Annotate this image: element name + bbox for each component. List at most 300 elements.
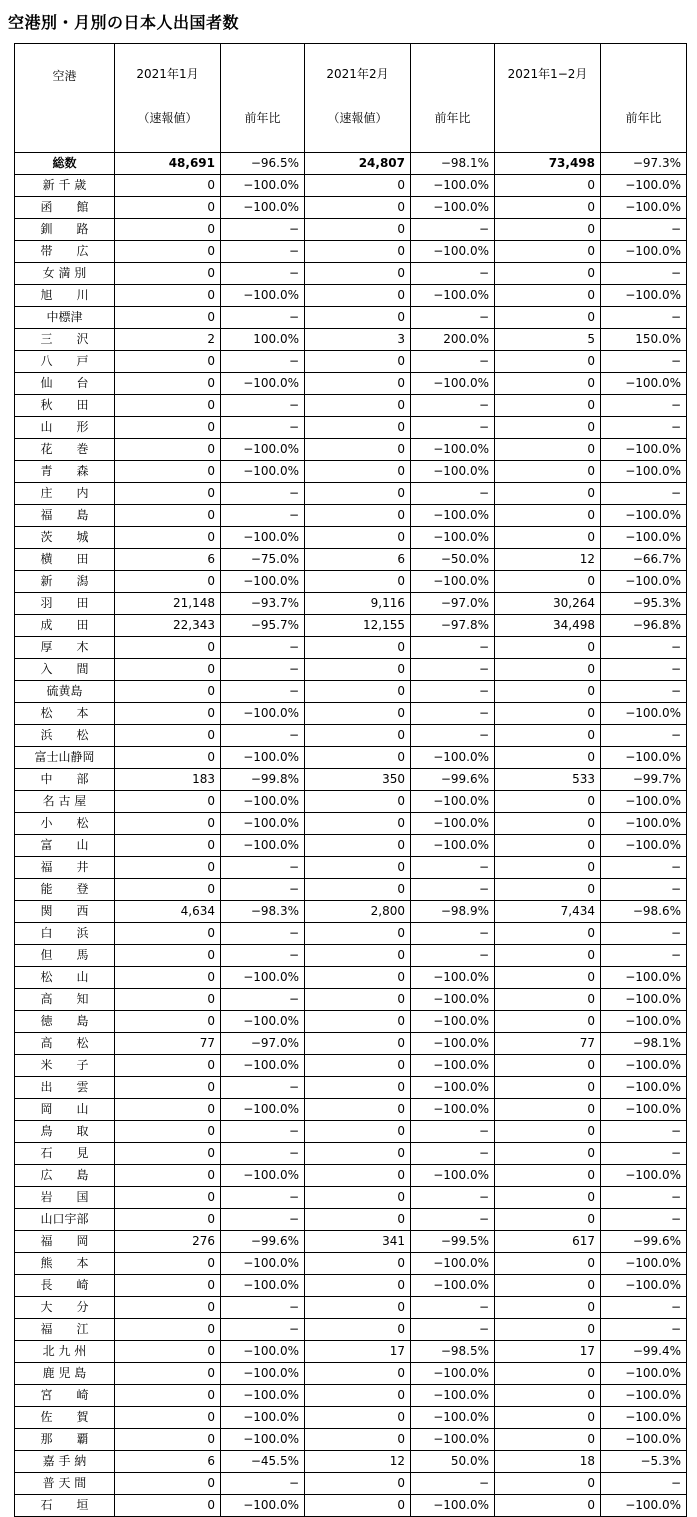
feb-yoy: − <box>411 1121 495 1143</box>
jan-count: 0 <box>115 835 221 857</box>
feb-count: 0 <box>305 1363 411 1385</box>
feb-yoy: − <box>411 307 495 329</box>
jan-yoy: −100.0% <box>221 835 305 857</box>
airport-departures-table <box>14 43 687 1517</box>
feb-count: 0 <box>305 241 411 263</box>
jan-count: 0 <box>115 1187 221 1209</box>
airport-name: 徳 島 <box>15 1011 115 1033</box>
feb-count: 0 <box>305 1407 411 1429</box>
janfeb-count: 0 <box>495 241 601 263</box>
janfeb-yoy: −100.0% <box>601 285 687 307</box>
feb-count: 0 <box>305 417 411 439</box>
airport-name: 出 雲 <box>15 1077 115 1099</box>
janfeb-count: 0 <box>495 263 601 285</box>
feb-yoy: −100.0% <box>411 1077 495 1099</box>
jan-yoy: − <box>221 395 305 417</box>
feb-count: 0 <box>305 857 411 879</box>
table-row <box>15 835 687 857</box>
feb-count: 0 <box>305 791 411 813</box>
janfeb-yoy: −100.0% <box>601 373 687 395</box>
jan-count: 0 <box>115 923 221 945</box>
jan-count: 0 <box>115 857 221 879</box>
janfeb-count: 0 <box>495 219 601 241</box>
feb-count: 0 <box>305 1319 411 1341</box>
janfeb-yoy: −5.3% <box>601 1451 687 1473</box>
janfeb-yoy: −100.0% <box>601 1407 687 1429</box>
janfeb-count: 0 <box>495 1209 601 1231</box>
airport-name: 花 巻 <box>15 439 115 461</box>
janfeb-yoy: − <box>601 637 687 659</box>
table-row <box>15 549 687 571</box>
jan-count: 6 <box>115 549 221 571</box>
table-row <box>15 1297 687 1319</box>
feb-yoy: − <box>411 681 495 703</box>
feb-count: 0 <box>305 1275 411 1297</box>
feb-count: 0 <box>305 637 411 659</box>
janfeb-count: 0 <box>495 791 601 813</box>
janfeb-count: 0 <box>495 395 601 417</box>
airport-name: 新 潟 <box>15 571 115 593</box>
feb-count: 0 <box>305 1011 411 1033</box>
janfeb-count: 0 <box>495 307 601 329</box>
jan-yoy: − <box>221 681 305 703</box>
janfeb-count: 0 <box>495 1187 601 1209</box>
janfeb-count: 0 <box>495 571 601 593</box>
janfeb-count: 0 <box>495 175 601 197</box>
jan-yoy: −100.0% <box>221 527 305 549</box>
airport-name: 普 天 間 <box>15 1473 115 1495</box>
feb-count: 0 <box>305 571 411 593</box>
feb-count: 0 <box>305 1055 411 1077</box>
jan-count: 0 <box>115 285 221 307</box>
table-row <box>15 901 687 923</box>
feb-count: 0 <box>305 285 411 307</box>
table-row <box>15 637 687 659</box>
airport-name: 釧 路 <box>15 219 115 241</box>
janfeb-count: 0 <box>495 923 601 945</box>
feb-count: 0 <box>305 1187 411 1209</box>
jan-yoy: − <box>221 307 305 329</box>
jan-count: 0 <box>115 351 221 373</box>
janfeb-yoy: −100.0% <box>601 505 687 527</box>
jan-yoy: −93.7% <box>221 593 305 615</box>
airport-name: 石 垣 <box>15 1495 115 1517</box>
feb-count: 12,155 <box>305 615 411 637</box>
jan-count: 0 <box>115 527 221 549</box>
jan-count: 21,148 <box>115 593 221 615</box>
feb-yoy: −100.0% <box>411 373 495 395</box>
jan-count: 77 <box>115 1033 221 1055</box>
feb-yoy: − <box>411 945 495 967</box>
janfeb-count: 0 <box>495 1253 601 1275</box>
feb-yoy: −100.0% <box>411 241 495 263</box>
table-row <box>15 417 687 439</box>
table-row <box>15 571 687 593</box>
jan-count: 48,691 <box>115 153 221 175</box>
janfeb-count: 0 <box>495 967 601 989</box>
feb-count: 0 <box>305 1099 411 1121</box>
janfeb-count: 0 <box>495 725 601 747</box>
table-row <box>15 483 687 505</box>
airport-name: 福 井 <box>15 857 115 879</box>
jan-count: 0 <box>115 879 221 901</box>
janfeb-count: 617 <box>495 1231 601 1253</box>
feb-yoy: −100.0% <box>411 989 495 1011</box>
feb-yoy: −100.0% <box>411 1495 495 1517</box>
feb-count: 341 <box>305 1231 411 1253</box>
jan-yoy: − <box>221 637 305 659</box>
table-row <box>15 1209 687 1231</box>
table-row <box>15 197 687 219</box>
janfeb-yoy: −99.7% <box>601 769 687 791</box>
feb-count: 24,807 <box>305 153 411 175</box>
janfeb-yoy: −100.0% <box>601 1055 687 1077</box>
jan-yoy: −100.0% <box>221 1429 305 1451</box>
jan-yoy: −100.0% <box>221 1165 305 1187</box>
table-row <box>15 1429 687 1451</box>
janfeb-count: 0 <box>495 857 601 879</box>
janfeb-count: 0 <box>495 483 601 505</box>
jan-yoy: − <box>221 923 305 945</box>
jan-count: 2 <box>115 329 221 351</box>
airport-name: 厚 木 <box>15 637 115 659</box>
janfeb-count: 0 <box>495 1429 601 1451</box>
airport-name: 山口宇部 <box>15 1209 115 1231</box>
airport-name: 那 覇 <box>15 1429 115 1451</box>
jan-yoy: − <box>221 879 305 901</box>
feb-count: 0 <box>305 1429 411 1451</box>
airport-name: 総数 <box>15 153 115 175</box>
janfeb-yoy: −100.0% <box>601 197 687 219</box>
janfeb-yoy: − <box>601 1121 687 1143</box>
airport-name: 名 古 屋 <box>15 791 115 813</box>
table-row <box>15 527 687 549</box>
jan-count: 0 <box>115 417 221 439</box>
jan-yoy: − <box>221 1209 305 1231</box>
airport-name: 松 山 <box>15 967 115 989</box>
janfeb-count: 0 <box>495 1319 601 1341</box>
jan-yoy: −100.0% <box>221 285 305 307</box>
janfeb-count: 0 <box>495 1473 601 1495</box>
feb-count: 0 <box>305 1253 411 1275</box>
feb-count: 0 <box>305 1209 411 1231</box>
janfeb-yoy: −99.4% <box>601 1341 687 1363</box>
janfeb-yoy: − <box>601 725 687 747</box>
jan-count: 0 <box>115 725 221 747</box>
janfeb-count: 0 <box>495 527 601 549</box>
feb-count: 350 <box>305 769 411 791</box>
feb-yoy: −100.0% <box>411 791 495 813</box>
jan-yoy: − <box>221 857 305 879</box>
feb-yoy: −100.0% <box>411 527 495 549</box>
feb-count: 0 <box>305 945 411 967</box>
janfeb-yoy: −100.0% <box>601 571 687 593</box>
table-row <box>15 1187 687 1209</box>
table-row <box>15 1319 687 1341</box>
janfeb-yoy: − <box>601 879 687 901</box>
jan-count: 0 <box>115 219 221 241</box>
page-title: 空港別・月別の日本人出国者数 <box>8 13 240 32</box>
jan-count: 0 <box>115 1429 221 1451</box>
table-row <box>15 1473 687 1495</box>
feb-yoy: −100.0% <box>411 505 495 527</box>
janfeb-count: 0 <box>495 1099 601 1121</box>
airport-name: 中標津 <box>15 307 115 329</box>
janfeb-yoy: −100.0% <box>601 1275 687 1297</box>
feb-yoy: − <box>411 351 495 373</box>
header-jan <box>115 44 221 153</box>
jan-yoy: − <box>221 1077 305 1099</box>
feb-count: 0 <box>305 219 411 241</box>
jan-yoy: 100.0% <box>221 329 305 351</box>
janfeb-count: 18 <box>495 1451 601 1473</box>
jan-yoy: −100.0% <box>221 1275 305 1297</box>
janfeb-count: 0 <box>495 989 601 1011</box>
jan-yoy: −100.0% <box>221 1495 305 1517</box>
jan-count: 0 <box>115 659 221 681</box>
table-row <box>15 989 687 1011</box>
janfeb-yoy: − <box>601 945 687 967</box>
feb-yoy: − <box>411 395 495 417</box>
janfeb-yoy: − <box>601 1209 687 1231</box>
janfeb-yoy: −100.0% <box>601 1429 687 1451</box>
jan-yoy: −100.0% <box>221 1363 305 1385</box>
janfeb-count: 0 <box>495 1077 601 1099</box>
jan-count: 0 <box>115 791 221 813</box>
airport-name: 松 本 <box>15 703 115 725</box>
feb-yoy: −100.0% <box>411 967 495 989</box>
janfeb-count: 0 <box>495 351 601 373</box>
feb-count: 0 <box>305 1143 411 1165</box>
jan-yoy: −75.0% <box>221 549 305 571</box>
table-row <box>15 1407 687 1429</box>
jan-count: 0 <box>115 703 221 725</box>
jan-yoy: −100.0% <box>221 1055 305 1077</box>
janfeb-yoy: −100.0% <box>601 527 687 549</box>
janfeb-yoy: − <box>601 1297 687 1319</box>
table-row <box>15 1275 687 1297</box>
airport-name: 成 田 <box>15 615 115 637</box>
jan-yoy: −96.5% <box>221 153 305 175</box>
jan-count: 0 <box>115 747 221 769</box>
janfeb-yoy: −66.7% <box>601 549 687 571</box>
feb-yoy: − <box>411 725 495 747</box>
jan-count: 0 <box>115 1253 221 1275</box>
janfeb-count: 0 <box>495 659 601 681</box>
airport-name: 関 西 <box>15 901 115 923</box>
feb-yoy: − <box>411 1209 495 1231</box>
jan-count: 0 <box>115 571 221 593</box>
janfeb-count: 0 <box>495 1121 601 1143</box>
feb-yoy: −100.0% <box>411 1275 495 1297</box>
janfeb-yoy: −95.3% <box>601 593 687 615</box>
airport-name: 白 浜 <box>15 923 115 945</box>
janfeb-yoy: −100.0% <box>601 461 687 483</box>
jan-count: 0 <box>115 1121 221 1143</box>
feb-yoy: −100.0% <box>411 1033 495 1055</box>
jan-count: 0 <box>115 989 221 1011</box>
janfeb-count: 0 <box>495 1495 601 1517</box>
janfeb-yoy: −96.8% <box>601 615 687 637</box>
feb-yoy: −98.1% <box>411 153 495 175</box>
janfeb-count: 0 <box>495 1011 601 1033</box>
table-row <box>15 351 687 373</box>
jan-count: 0 <box>115 241 221 263</box>
jan-yoy: − <box>221 263 305 285</box>
table-row <box>15 1121 687 1143</box>
jan-count: 0 <box>115 967 221 989</box>
jan-count: 0 <box>115 461 221 483</box>
janfeb-yoy: −98.1% <box>601 1033 687 1055</box>
jan-yoy: −100.0% <box>221 1099 305 1121</box>
table-row <box>15 1143 687 1165</box>
feb-yoy: − <box>411 703 495 725</box>
header-jan-label: 2021年1月 <box>136 67 199 81</box>
jan-yoy: −100.0% <box>221 747 305 769</box>
janfeb-yoy: − <box>601 857 687 879</box>
jan-count: 0 <box>115 1209 221 1231</box>
airport-name: 羽 田 <box>15 593 115 615</box>
table-row <box>15 1011 687 1033</box>
janfeb-count: 0 <box>495 835 601 857</box>
airport-name: 帯 広 <box>15 241 115 263</box>
janfeb-yoy: −100.0% <box>601 1099 687 1121</box>
janfeb-count: 0 <box>495 439 601 461</box>
jan-yoy: −100.0% <box>221 439 305 461</box>
feb-yoy: −100.0% <box>411 461 495 483</box>
feb-yoy: 200.0% <box>411 329 495 351</box>
jan-yoy: − <box>221 1143 305 1165</box>
airport-name: 仙 台 <box>15 373 115 395</box>
jan-yoy: − <box>221 241 305 263</box>
table-row <box>15 857 687 879</box>
feb-yoy: −100.0% <box>411 835 495 857</box>
feb-count: 12 <box>305 1451 411 1473</box>
janfeb-yoy: −100.0% <box>601 241 687 263</box>
feb-yoy: − <box>411 219 495 241</box>
feb-yoy: − <box>411 263 495 285</box>
table-row <box>15 681 687 703</box>
jan-count: 0 <box>115 1165 221 1187</box>
feb-count: 0 <box>305 1297 411 1319</box>
feb-count: 0 <box>305 1165 411 1187</box>
table-row <box>15 285 687 307</box>
airport-name: 八 戸 <box>15 351 115 373</box>
airport-name: 岡 山 <box>15 1099 115 1121</box>
table-row <box>15 373 687 395</box>
janfeb-count: 0 <box>495 879 601 901</box>
jan-count: 0 <box>115 1297 221 1319</box>
airport-name: 能 登 <box>15 879 115 901</box>
feb-yoy: − <box>411 1187 495 1209</box>
janfeb-count: 73,498 <box>495 153 601 175</box>
feb-yoy: −100.0% <box>411 1165 495 1187</box>
janfeb-count: 0 <box>495 945 601 967</box>
janfeb-count: 0 <box>495 373 601 395</box>
janfeb-count: 0 <box>495 1165 601 1187</box>
janfeb-count: 0 <box>495 461 601 483</box>
total-row <box>15 153 687 175</box>
airport-name: 庄 内 <box>15 483 115 505</box>
table-row <box>15 945 687 967</box>
table-row <box>15 725 687 747</box>
janfeb-yoy: − <box>601 681 687 703</box>
feb-yoy: −100.0% <box>411 1385 495 1407</box>
table-row <box>15 175 687 197</box>
janfeb-yoy: −100.0% <box>601 1011 687 1033</box>
feb-yoy: − <box>411 1297 495 1319</box>
janfeb-count: 0 <box>495 1407 601 1429</box>
jan-count: 0 <box>115 439 221 461</box>
jan-yoy: − <box>221 1297 305 1319</box>
airport-name: 岩 国 <box>15 1187 115 1209</box>
table-row <box>15 1341 687 1363</box>
feb-yoy: − <box>411 483 495 505</box>
feb-yoy: −100.0% <box>411 571 495 593</box>
jan-count: 0 <box>115 1099 221 1121</box>
airport-name: 米 子 <box>15 1055 115 1077</box>
jan-yoy: − <box>221 989 305 1011</box>
feb-count: 6 <box>305 549 411 571</box>
header-janfeb <box>495 44 601 153</box>
jan-count: 4,634 <box>115 901 221 923</box>
feb-yoy: − <box>411 417 495 439</box>
jan-count: 0 <box>115 681 221 703</box>
feb-count: 0 <box>305 967 411 989</box>
table-row <box>15 1055 687 1077</box>
airport-name: 但 馬 <box>15 945 115 967</box>
janfeb-yoy: − <box>601 351 687 373</box>
table-row <box>15 395 687 417</box>
janfeb-yoy: −100.0% <box>601 439 687 461</box>
header-jan-prelim: （速報値） <box>137 111 198 125</box>
feb-count: 0 <box>305 813 411 835</box>
airport-name: 大 分 <box>15 1297 115 1319</box>
feb-count: 17 <box>305 1341 411 1363</box>
feb-count: 0 <box>305 1121 411 1143</box>
header-feb-yoy-label: 前年比 <box>434 111 471 125</box>
jan-yoy: −100.0% <box>221 791 305 813</box>
table-row <box>15 1363 687 1385</box>
feb-count: 0 <box>305 989 411 1011</box>
feb-yoy: −50.0% <box>411 549 495 571</box>
jan-yoy: − <box>221 1473 305 1495</box>
jan-yoy: −99.8% <box>221 769 305 791</box>
airport-name: 福 島 <box>15 505 115 527</box>
airport-name: 嘉 手 納 <box>15 1451 115 1473</box>
jan-count: 0 <box>115 1275 221 1297</box>
feb-count: 0 <box>305 1077 411 1099</box>
feb-count: 0 <box>305 923 411 945</box>
feb-count: 0 <box>305 659 411 681</box>
jan-count: 0 <box>115 1385 221 1407</box>
header-feb-label: 2021年2月 <box>326 67 389 81</box>
jan-yoy: − <box>221 659 305 681</box>
feb-count: 0 <box>305 703 411 725</box>
janfeb-yoy: −100.0% <box>601 813 687 835</box>
jan-count: 0 <box>115 307 221 329</box>
feb-yoy: −100.0% <box>411 1055 495 1077</box>
header-jan-yoy <box>221 44 305 153</box>
feb-yoy: −98.5% <box>411 1341 495 1363</box>
jan-count: 0 <box>115 483 221 505</box>
janfeb-yoy: −98.6% <box>601 901 687 923</box>
airport-name: 中 部 <box>15 769 115 791</box>
janfeb-count: 0 <box>495 1297 601 1319</box>
jan-count: 0 <box>115 1407 221 1429</box>
table-row <box>15 967 687 989</box>
airport-name: 広 島 <box>15 1165 115 1187</box>
